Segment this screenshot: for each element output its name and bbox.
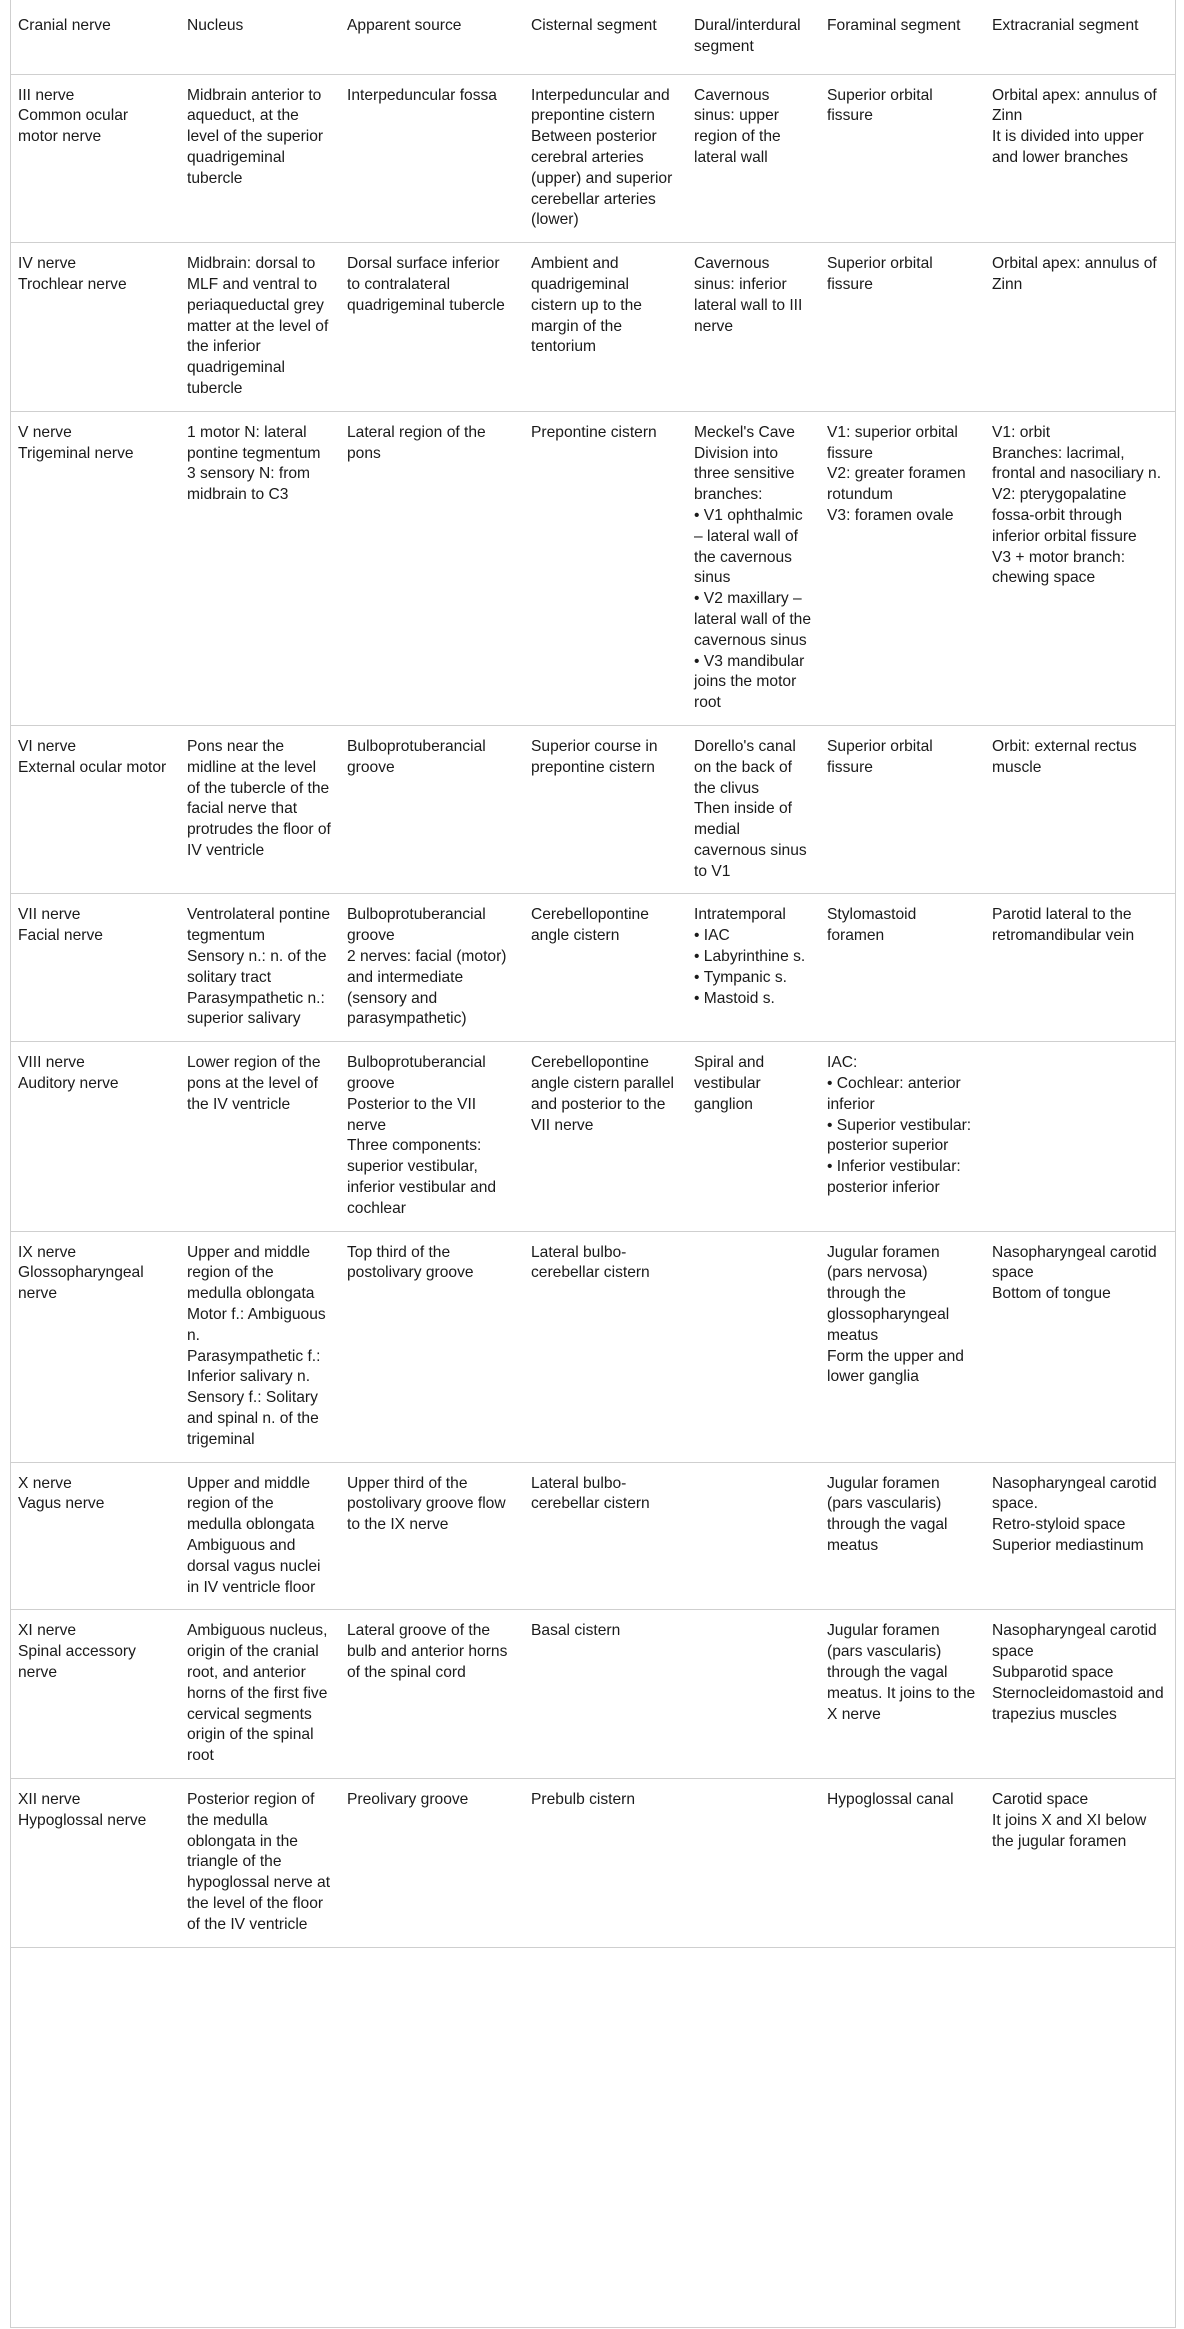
cell-line: Subparotid space	[992, 1663, 1114, 1681]
cell-line: Orbital apex: annulus of Zinn	[992, 255, 1157, 293]
cell-line: Jugular foramen (pars nervosa) through the glossopharyngeal meatus	[827, 1243, 950, 1344]
cell-line: Auditory nerve	[18, 1075, 119, 1093]
cell-nucleus	[179, 74, 339, 243]
cell-nucleus	[179, 1042, 339, 1231]
cell-line: 3 sensory N: from midbrain to C3	[187, 465, 311, 504]
header-nucleus: Nucleus	[179, 0, 339, 74]
header-cisternal-segment: Cisternal segment	[523, 0, 686, 74]
cell-line: Three components: superior vestibular, inferior vestibular and cochlear	[347, 1137, 497, 1217]
cell-cranial-nerve	[10, 1042, 179, 1231]
cell-cranial-nerve	[10, 243, 179, 412]
cell-line: Jugular foramen (pars vascularis) through the vagal meatus. It joins to the X nerve	[827, 1622, 976, 1723]
cell-foraminal-segment	[819, 1042, 984, 1231]
cell-line: Superior orbital fissure	[827, 737, 933, 776]
cell-line: VII nerve	[18, 906, 81, 924]
cell-apparent-source	[339, 725, 523, 894]
cell-apparent-source	[339, 411, 523, 725]
cell-dural-segment	[686, 243, 819, 412]
header-cranial-nerve: Cranial nerve	[10, 0, 179, 74]
table-row	[10, 1778, 1176, 1947]
cell-extracranial-segment	[984, 1042, 1176, 1231]
cell-line: Prepontine cistern	[531, 423, 657, 441]
cell-extracranial-segment	[984, 74, 1176, 243]
cell-dural-segment	[686, 1462, 819, 1610]
cell-cranial-nerve	[10, 1462, 179, 1610]
header-extracranial-segment: Extracranial segment	[984, 0, 1176, 74]
cell-cisternal-segment	[523, 725, 686, 894]
cell-line: V2: greater foramen rotundum	[827, 465, 966, 504]
cranial-nerves-table	[10, 0, 1176, 1948]
cell-extracranial-segment	[984, 1778, 1176, 1947]
cell-cisternal-segment	[523, 1778, 686, 1947]
cell-line: Common ocular motor nerve	[18, 107, 129, 146]
cell-cisternal-segment	[523, 1042, 686, 1231]
cell-nucleus	[179, 1231, 339, 1462]
cell-line: Superior mediastinum	[992, 1537, 1144, 1554]
cell-line: Bulboprotuberancial groove	[347, 906, 486, 945]
cell-dural-segment	[686, 725, 819, 894]
cell-line: Lateral bulbo-cerebellar cistern	[531, 1474, 650, 1513]
cell-nucleus	[179, 1778, 339, 1947]
bullet-item: • V3 mandibular joins the motor root	[694, 652, 811, 714]
table-row	[10, 725, 1176, 894]
bullet-item: • Inferior vestibular: posterior inferior	[827, 1157, 976, 1199]
cell-foraminal-segment	[819, 725, 984, 894]
cell-dural-segment	[686, 411, 819, 725]
cell-line: Glossopharyngeal nerve	[18, 1264, 144, 1303]
table-row	[10, 894, 1176, 1042]
header-row	[10, 0, 1176, 74]
cell-cranial-nerve	[10, 1610, 179, 1779]
cell-line: 2 nerves: facial (motor) and intermediate (sensory and parasympathetic)	[347, 948, 507, 1028]
cell-line: Upper third of the postolivary groove flow to the IX nerve	[347, 1474, 506, 1534]
cell-line: Jugular foramen (pars vascularis) through the vagal meatus	[827, 1474, 948, 1554]
cell-line: Branches: lacrimal, frontal and nasociliary n.	[992, 444, 1162, 483]
bullet-item: • Mastoid s.	[694, 989, 811, 1010]
header-dural-interdural-segment: Dural/interdural segment	[686, 0, 819, 74]
cell-line: Nasopharyngeal carotid space.	[992, 1474, 1157, 1513]
cell-line: Division into three sensitive branches:	[694, 444, 795, 504]
cell-line: Dorsal surface inferior to contralateral quadrigeminal tubercle	[347, 255, 505, 314]
cell-dural-segment	[686, 1042, 819, 1231]
cell-line: Superior orbital fissure	[827, 255, 933, 293]
header-apparent-source: Apparent source	[339, 0, 523, 74]
cell-line: Retro-styloid space	[992, 1516, 1126, 1534]
cell-line: External ocular motor	[18, 758, 167, 776]
cell-line: III nerve	[18, 86, 75, 104]
bullet-item: • Cochlear: anterior inferior	[827, 1074, 976, 1116]
table-row	[10, 1231, 1176, 1462]
table-row	[10, 243, 1176, 412]
table-row	[10, 1042, 1176, 1231]
cell-cranial-nerve	[10, 894, 179, 1042]
cell-line: V1: superior orbital fissure	[827, 423, 958, 462]
cell-dural-segment	[686, 1778, 819, 1947]
cell-line: Interpeduncular and prepontine cistern	[531, 86, 670, 125]
cell-line: Upper and middle region of the medulla oblongata	[187, 1474, 315, 1534]
cell-apparent-source	[339, 1610, 523, 1779]
cell-line: Dorello's canal on the back of the clivus	[694, 737, 796, 797]
bullet-item: • Labyrinthine s.	[694, 947, 811, 968]
cell-nucleus	[179, 1610, 339, 1779]
cell-line: Bulboprotuberancial groove	[347, 737, 486, 776]
cell-line: VI nerve	[18, 737, 77, 755]
cell-line: Cavernous sinus: upper region of the lateral wall	[694, 86, 781, 166]
cell-extracranial-segment	[984, 894, 1176, 1042]
cell-line: Lateral region of the pons	[347, 423, 486, 462]
cell-dural-segment	[686, 74, 819, 243]
cell-line: Between posterior cerebral arteries (upper) and superior cerebellar arteries (lower)	[531, 128, 673, 229]
cell-line: Ventrolateral pontine tegmentum	[187, 906, 331, 945]
cell-extracranial-segment	[984, 411, 1176, 725]
cell-cisternal-segment	[523, 243, 686, 412]
cell-line: Ambiguous and dorsal vagus nuclei in IV ventricle floor	[187, 1537, 321, 1596]
cell-foraminal-segment	[819, 1778, 984, 1947]
cell-cisternal-segment	[523, 894, 686, 1042]
cell-extracranial-segment	[984, 725, 1176, 894]
cell-extracranial-segment	[984, 1462, 1176, 1610]
cell-line: Then inside of medial cavernous sinus to V1	[694, 800, 807, 880]
cell-line: Midbrain anterior to aqueduct, at the level of the superior quadrigeminal tubercle	[187, 86, 324, 187]
cell-line: Hypoglossal canal	[827, 1790, 954, 1808]
table-header	[10, 0, 1176, 74]
cell-line: Prebulb cistern	[531, 1790, 636, 1808]
cell-extracranial-segment	[984, 1231, 1176, 1462]
cell-line: It joins X and XI below the jugular foramen	[992, 1811, 1147, 1850]
cell-line: It is divided into upper and lower branches	[992, 128, 1144, 166]
bullet-item: • IAC	[694, 926, 811, 947]
cell-line: Hypoglossal nerve	[18, 1811, 147, 1829]
table-row	[10, 74, 1176, 243]
cell-line: Pons near the midline at the level of the tubercle of the facial nerve that protrudes the floor of IV ventricle	[187, 737, 331, 859]
cell-line: Sensory n.: n. of the solitary tract	[187, 948, 327, 986]
cell-cranial-nerve	[10, 725, 179, 894]
cell-line: Ambiguous nucleus, origin of the cranial root, and anterior horns of the first five cervical segments origin of the spinal root	[187, 1622, 328, 1765]
cell-foraminal-segment	[819, 1231, 984, 1462]
cell-line: Preolivary groove	[347, 1790, 469, 1808]
header-foraminal-segment: Foraminal segment	[819, 0, 984, 74]
cell-foraminal-segment	[819, 74, 984, 243]
cell-line: Sensory f.: Solitary and spinal n. of the trigeminal	[187, 1389, 319, 1448]
cell-line: Interpeduncular fossa	[347, 86, 497, 104]
cell-line: Cerebellopontine angle cistern	[531, 906, 649, 945]
cell-line: Vagus nerve	[18, 1495, 105, 1513]
cell-line: Nasopharyngeal carotid space	[992, 1243, 1157, 1282]
cell-cisternal-segment	[523, 1610, 686, 1779]
cell-cisternal-segment	[523, 1231, 686, 1462]
cell-line: Motor f.: Ambiguous n.	[187, 1306, 326, 1344]
cell-line: XI nerve	[18, 1622, 77, 1640]
cell-line: Nasopharyngeal carotid space	[992, 1622, 1157, 1661]
cell-cranial-nerve	[10, 411, 179, 725]
cell-foraminal-segment	[819, 1462, 984, 1610]
cell-line: Bottom of tongue	[992, 1285, 1111, 1303]
cell-foraminal-segment	[819, 411, 984, 725]
cell-nucleus	[179, 411, 339, 725]
table-row	[10, 411, 1176, 725]
cell-line: Facial nerve	[18, 927, 103, 945]
bullet-item: • V2 maxillary – lateral wall of the cavernous sinus	[694, 589, 811, 651]
cell-line: Parasympathetic f.: Inferior salivary n.	[187, 1347, 321, 1386]
cell-dural-segment	[686, 1610, 819, 1779]
cell-line: Parasympathetic n.: superior salivary	[187, 989, 325, 1028]
cell-line: Basal cistern	[531, 1622, 621, 1640]
cell-line: IX nerve	[18, 1243, 77, 1261]
cell-apparent-source	[339, 1778, 523, 1947]
cell-line: 1 motor N: lateral pontine tegmentum	[187, 423, 321, 462]
table-row	[10, 1610, 1176, 1779]
cell-cisternal-segment	[523, 1462, 686, 1610]
cell-line: Trigeminal nerve	[18, 444, 134, 462]
cell-line: XII nerve	[18, 1790, 81, 1808]
cell-nucleus	[179, 243, 339, 412]
cell-line: Meckel's Cave	[694, 423, 795, 441]
cell-line: Upper and middle region of the medulla oblongata	[187, 1243, 315, 1303]
cell-line: Superior course in prepontine cistern	[531, 737, 658, 776]
cell-line: Superior orbital fissure	[827, 86, 933, 125]
cell-line: Bulboprotuberancial groove	[347, 1054, 486, 1093]
cell-line: Top third of the postolivary groove	[347, 1243, 474, 1282]
cell-cranial-nerve	[10, 74, 179, 243]
table-body	[10, 74, 1176, 1947]
cell-line: V3 + motor branch: chewing space	[992, 548, 1126, 587]
cell-line: Orbital apex: annulus of Zinn	[992, 86, 1157, 125]
table-row	[10, 1462, 1176, 1610]
bullet-item: • Superior vestibular: posterior superior	[827, 1116, 976, 1158]
cell-line: Lateral bulbo-cerebellar cistern	[531, 1243, 650, 1282]
cell-line: IV nerve	[18, 255, 77, 273]
cell-foraminal-segment	[819, 243, 984, 412]
cell-line: V3: foramen ovale	[827, 506, 954, 524]
cell-dural-segment	[686, 1231, 819, 1462]
cell-line: Cerebellopontine angle cistern parallel and posterior to the VII nerve	[531, 1054, 675, 1134]
cell-line: V2: pterygopalatine fossa-orbit through inferior orbital fissure	[992, 486, 1137, 545]
cell-line: Posterior to the VII nerve	[347, 1095, 477, 1134]
cell-apparent-source	[339, 243, 523, 412]
cell-apparent-source	[339, 894, 523, 1042]
cell-line: Lower region of the pons at the level of the IV ventricle	[187, 1054, 321, 1113]
cell-extracranial-segment	[984, 1610, 1176, 1779]
cell-line: Trochlear nerve	[18, 275, 127, 293]
cell-nucleus	[179, 1462, 339, 1610]
cell-line: Carotid space	[992, 1790, 1089, 1808]
cell-apparent-source	[339, 1462, 523, 1610]
cell-apparent-source	[339, 1042, 523, 1231]
cell-line: Posterior region of the medulla oblongata in the triangle of the hypoglossal nerve at the level of the floor of the IV ventricle	[187, 1790, 331, 1933]
cell-foraminal-segment	[819, 1610, 984, 1779]
cell-cranial-nerve	[10, 1231, 179, 1462]
cell-line: IAC:	[827, 1054, 858, 1072]
cell-line: Ambient and quadrigeminal cistern up to the margin of the tentorium	[531, 255, 642, 356]
cell-line: Intratemporal	[694, 906, 786, 924]
cell-apparent-source	[339, 1231, 523, 1462]
cell-line: Spinal accessory nerve	[18, 1643, 136, 1681]
cell-line: Orbit: external rectus muscle	[992, 737, 1137, 776]
cell-line: Cavernous sinus: inferior lateral wall to III nerve	[694, 255, 803, 335]
cell-cisternal-segment	[523, 74, 686, 243]
cell-line: Parotid lateral to the retromandibular vein	[992, 906, 1135, 945]
bullet-item: • V1 ophthalmic – lateral wall of the cavernous sinus	[694, 506, 811, 589]
cell-line: Form the upper and lower ganglia	[827, 1347, 964, 1386]
cell-extracranial-segment	[984, 243, 1176, 412]
cell-line: Midbrain: dorsal to MLF and ventral to periaqueductal grey matter at the level of the inferior quadrigeminal tubercle	[187, 255, 329, 397]
cell-line: VIII nerve	[18, 1054, 85, 1072]
cell-cisternal-segment	[523, 411, 686, 725]
cell-line: Stylomastoid foramen	[827, 906, 917, 945]
bullet-item: • Tympanic s.	[694, 968, 811, 989]
cell-apparent-source	[339, 74, 523, 243]
cell-foraminal-segment	[819, 894, 984, 1042]
cell-cranial-nerve	[10, 1778, 179, 1947]
cell-line: X nerve	[18, 1474, 72, 1492]
cell-nucleus	[179, 725, 339, 894]
cell-line: Sternocleidomastoid and trapezius muscles	[992, 1684, 1164, 1723]
cell-nucleus	[179, 894, 339, 1042]
cell-line: Lateral groove of the bulb and anterior horns of the spinal cord	[347, 1622, 508, 1681]
cell-dural-segment	[686, 894, 819, 1042]
cell-line: Spiral and vestibular ganglion	[694, 1054, 765, 1113]
cell-line: V nerve	[18, 423, 72, 441]
cell-line: V1: orbit	[992, 423, 1051, 441]
